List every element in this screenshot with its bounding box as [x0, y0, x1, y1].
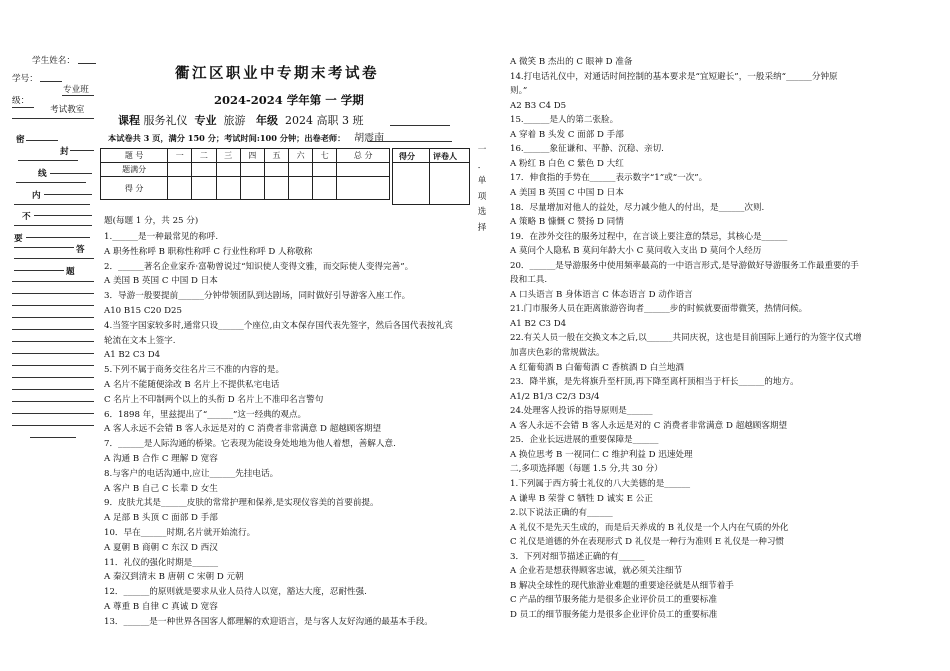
- score-cell[interactable]: [192, 177, 216, 200]
- question-line: 11．礼仪的强化时期是______: [104, 557, 219, 568]
- score-cell[interactable]: [337, 177, 390, 200]
- question-line: 1.下列属于西方骑士礼仪的八大美德的是______: [510, 478, 691, 489]
- question-line: A 美国 B 英国 C 中国 D 日本: [510, 187, 624, 198]
- question-line: A 夏朝 B 商朝 C 东汉 D 西汉: [104, 542, 218, 553]
- level-label: 级：: [12, 96, 30, 106]
- student-id-label: 学号：: [12, 74, 38, 84]
- student-name-label: 学生姓名：: [32, 56, 75, 66]
- score-cell[interactable]: [192, 163, 216, 177]
- score-cell[interactable]: [264, 177, 288, 200]
- seal-char-7: 答: [76, 245, 85, 255]
- question-line: 21.门市服务人员在距离旅游咨询者______步的时候就要面带微笑，热情问候。: [510, 304, 808, 315]
- score-cell[interactable]: [337, 163, 390, 177]
- question-line: 5.下列不属于商务交往名片三不准的内容的是。: [104, 365, 285, 376]
- exam-meta: [108, 129, 384, 144]
- header-cell: 题 号: [101, 149, 168, 163]
- grader-box: [392, 148, 470, 205]
- section1-intro: 题(每题 1 分，共 25 分): [104, 216, 199, 226]
- question-line: 16.______象征谦和、平静、沉稳、亲切.: [510, 144, 664, 155]
- question-line: A 客人永远不会错 B 客人永远是对的 C 消费者非常满意 D 超越顾客期望: [510, 420, 788, 431]
- major-value: 旅游: [223, 114, 246, 127]
- score-table-header-row: [101, 149, 390, 163]
- question-line: C 名片上不印制两个以上的头衔 D 名片上不准印名言警句: [104, 394, 324, 405]
- question-line: A 职务性称呼 B 职称性称呼 C 行业性称呼 D 人称敬称: [104, 246, 313, 257]
- question-line: 7．______是人际沟通的桥梁。它表现为能设身处地地为他人着想，善解人意.: [104, 439, 396, 450]
- question-line: A10 B15 C20 D25: [104, 306, 182, 316]
- seal-char-1: 密: [16, 135, 25, 145]
- question-line: 24.处理客人投诉的指导原则是______: [510, 406, 653, 417]
- question-line: B 解决全球性的现代旅游业难题的重要途径就是从细节着手: [510, 580, 734, 591]
- question-line: C 产品的细节服务能力是很多企业评价员工的重要标准: [510, 595, 717, 606]
- seal-char-6: 要: [14, 234, 23, 244]
- question-line: 2.以下说法正确的有______: [510, 508, 613, 519]
- header-cell: 总 分: [337, 149, 390, 163]
- header-cell: 五: [264, 149, 288, 163]
- score-table: [100, 148, 390, 200]
- score-cell[interactable]: [264, 163, 288, 177]
- question-line: A 尊重 B 自律 C 真诚 D 宽容: [104, 602, 218, 612]
- question-line: A 礼仪不是先天生成的，而是后天养成的 B 礼仪是一个人内在气质的外化: [510, 522, 789, 533]
- header-cell: 四: [240, 149, 264, 163]
- course-label: 课程: [118, 114, 140, 127]
- question-line: A 策略 B 慷慨 C 赞扬 D 同情: [510, 217, 624, 228]
- exam-room-label: 考试教室: [50, 105, 85, 115]
- seal-char-5: 不: [22, 212, 31, 222]
- question-line: A1 B2 C3 D4: [104, 350, 161, 361]
- question-line: 13．______是一种世界各国客人都理解的欢迎语言，是与客人友好沟通的最基本手段。: [104, 616, 433, 627]
- score-cell[interactable]: [289, 177, 313, 200]
- score-label: 得分: [399, 151, 415, 161]
- question-line: A 沟通 B 合作 C 理解 D 宽容: [104, 454, 218, 464]
- question-line: A 企业若是想获得顾客忠诚，就必须关注细节: [510, 566, 683, 577]
- question-line: A 足部 B 头顶 C 面部 D 手部: [104, 513, 218, 524]
- question-line: A 莫问个人隐私 B 莫问年龄大小 C 莫问收入支出 D 莫问个人经历: [510, 246, 762, 257]
- question-line: 20．______是导游服务中使用频率最高的一中语言形式,是导游做好导游服务工作最重要的手: [510, 260, 859, 271]
- question-line: 则。”: [510, 86, 528, 97]
- score-cell[interactable]: [216, 163, 240, 177]
- question-line: C 礼仪是道德的外在表现形式 D 礼仪是一种行为准则 E 礼仪是一种习惯: [510, 537, 785, 548]
- score-cell[interactable]: [313, 163, 337, 177]
- row-label: 题满分: [101, 163, 168, 177]
- course-line: [118, 112, 363, 128]
- question-line: 18．尽量增加对他人的益处，尽力减少他人的付出，是______次则.: [510, 202, 765, 213]
- teacher-name: 胡震南: [354, 133, 385, 144]
- score-cell[interactable]: [216, 177, 240, 200]
- header-cell: 一: [168, 149, 192, 163]
- question-line: A 客人永远不会错 B 客人永远是对的 C 消费者非常满意 D 超越顾客期望: [104, 424, 382, 435]
- question-line: 14.打电话礼仪中，对通话时间控制的基本要求是“宜短避长”，一般采纳“______分钟原: [510, 71, 838, 82]
- question-line: 加喜庆色彩的常规做法。: [510, 348, 605, 358]
- question-line: A 微笑 B 杰出的 C 眼神 D 准备: [510, 57, 633, 67]
- question-line: A 穿着 B 头发 C 面部 D 手部: [510, 129, 624, 140]
- section1-vertical-heading: 一 ． 单 项 选 择: [477, 145, 487, 233]
- question-line: 22.有关人员一般在交换文本之后,以______共同庆祝，这也是目前国际上通行的为签字仪式增: [510, 333, 862, 344]
- score-cell[interactable]: [240, 177, 264, 200]
- header-cell: 二: [192, 149, 216, 163]
- score-cell[interactable]: [168, 163, 192, 177]
- question-line: 19．在涉外交往的服务过程中，在言谈上要注意的禁忌，其核心是______: [510, 231, 788, 242]
- question-line: 2．______著名企业家乔·富勒曾说过“知识使人变得文雅，而交际使人变得完善”。: [104, 261, 414, 272]
- question-line: A 客户 B 自己 C 长辈 D 女生: [104, 483, 218, 494]
- exam-title: 衢江区职业中专期末考试卷: [175, 65, 379, 82]
- score-cell[interactable]: [289, 163, 313, 177]
- question-line: 二,多项选择题（每题 1.5 分,共 30 分）: [510, 464, 663, 475]
- question-line: 段和工具.: [510, 275, 548, 286]
- question-line: D 员工的细节服务能力是很多企业评价员工的重要标准: [510, 609, 718, 620]
- question-line: 25．企业长远进展的重要保障是______: [510, 435, 659, 446]
- seal-char-4: 内: [32, 191, 41, 201]
- question-line: 17．伸食指的手势在______表示数字“1”或“一次”。: [510, 173, 708, 184]
- question-line: A 粉红 B 白色 C 紫色 D 大红: [510, 158, 624, 169]
- question-line: A 谦卑 B 荣誉 C 牺牲 D 诚实 E 公正: [510, 493, 653, 504]
- row-label: 得 分: [101, 177, 168, 200]
- header-cell: 七: [313, 149, 337, 163]
- meta-text: 本试卷共 3 页，满分 150 分；考试时间:100 分钟；出卷老师：: [108, 133, 346, 143]
- score-table-got-row: [101, 177, 390, 200]
- course-value: 服务礼仪: [143, 114, 188, 127]
- score-table-full-row: [101, 163, 390, 177]
- question-line: A1 B2 C3 D4: [510, 318, 567, 329]
- question-line: A 口头语言 B 身体语言 C 体态语言 D 动作语言: [510, 289, 693, 300]
- question-line: 轮流在文本上签字.: [104, 335, 176, 346]
- seal-char-8: 题: [66, 267, 75, 277]
- question-line: 12．______的原则就是要求从业人员待人以宽，豁达大度，忍耐性强.: [104, 587, 367, 598]
- question-line: 10．早在______时期,名片就开始流行。: [104, 528, 256, 538]
- seal-char-2: 封: [60, 147, 69, 157]
- grade-value: 2024 高职 3 班: [285, 114, 364, 127]
- question-line: 3．下列对细节描述正确的有______: [510, 551, 645, 562]
- question-line: 6．1898 年，里兹提出了“______”这一经典的观点。: [104, 409, 307, 420]
- question-line: 23．降半旗，是先将旗升至杆顶,再下降至离杆顶相当于杆长______的地方。: [510, 377, 799, 388]
- question-line: A 红葡萄酒 B 白葡萄酒 C 香槟酒 D 白兰地酒: [510, 362, 685, 373]
- score-cell[interactable]: [313, 177, 337, 200]
- score-cell[interactable]: [240, 163, 264, 177]
- question-line: 3．导游一般要提前______分钟带领团队到达剧场，同时做好引导游客入座工作。: [104, 291, 411, 302]
- grader-label: 评卷人: [433, 151, 457, 161]
- question-line: 4.当签字国家较多时,通常只设______个座位,由文本保存国代表先签字，然后各国代表按礼宾: [104, 320, 453, 331]
- grade-label: 年级: [256, 114, 278, 127]
- header-cell: 三: [216, 149, 240, 163]
- score-cell[interactable]: [168, 177, 192, 200]
- question-line: A2 B3 C4 D5: [510, 100, 567, 111]
- question-line: 9．皮肤尤其是______皮肤的常常护理和保养,是实现仪容美的首要前提。: [104, 498, 379, 509]
- term-title: 2024-2024 学年第 一 学期: [214, 93, 364, 107]
- question-line: A 换位思考 B 一视同仁 C 维护利益 D 迅速处理: [510, 449, 693, 460]
- question-line: 8.与客户的电话沟通中,应让______先挂电话。: [104, 468, 279, 479]
- question-line: A 秦汉到清末 B 唐朝 C 宋朝 D 元朝: [104, 572, 244, 583]
- question-line: 15.______是人的第二张脸。: [510, 115, 619, 126]
- header-cell: 六: [289, 149, 313, 163]
- seal-char-3: 线: [38, 169, 47, 179]
- question-line: A 名片不能随便涂改 B 名片上不提供私宅电话: [104, 380, 280, 390]
- question-line: A1/2 B1/3 C2/3 D3/4: [510, 391, 600, 402]
- major-class-label: 专业班: [63, 85, 89, 95]
- question-line: A 美国 B 英国 C 中国 D 日本: [104, 276, 218, 287]
- question-line: 1.______是一种最常见的称呼.: [104, 232, 219, 242]
- major-label: 专业: [194, 114, 217, 127]
